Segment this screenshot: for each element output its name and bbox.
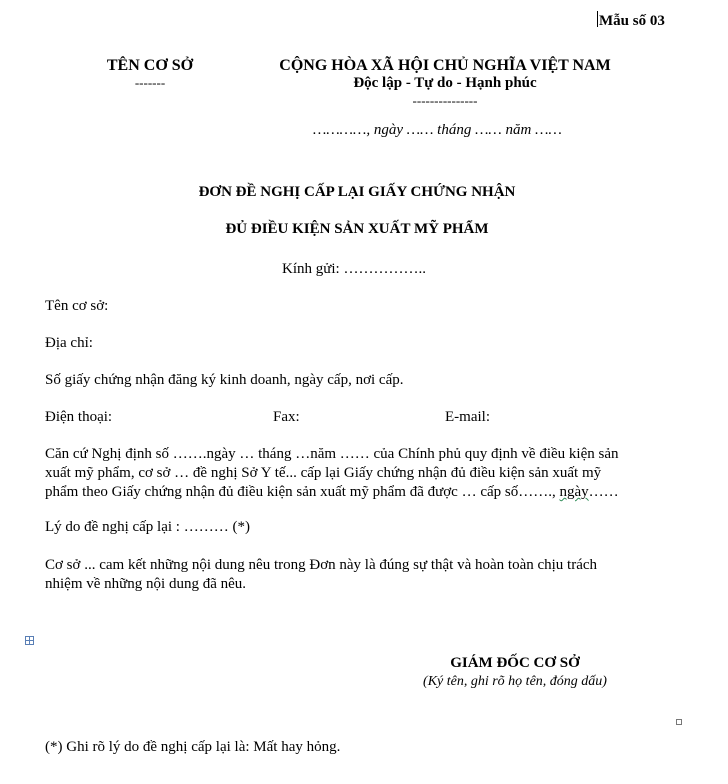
title-line-2: ĐỦ ĐIỀU KIỆN SẢN XUẤT MỸ PHẨM [225,221,489,237]
commit-line-2: nhiệm về những nội dung đã nêu. [45,576,247,592]
motto-underline: --------------- [412,93,478,108]
basis-line-3 [45,483,619,502]
basis-line-2: xuất mỹ phẩm, cơ sở … đề nghị Sở Y tế... cấp lại Giấy chứng nhận đủ điều kiện sản xuất mỹ [45,465,602,481]
spellcheck-word: ngày [559,484,589,500]
field-name: Tên cơ sở: [45,298,109,314]
commit-line-1: Cơ sở ... cam kết những nội dung nêu trong Đơn này là đúng sự thật và hoàn toàn chịu trách [45,557,598,573]
signature-note: (Ký tên, ghi rõ họ tên, đóng dấu) [423,674,607,689]
table-resize-handle-icon[interactable] [676,719,682,725]
basis-line-1: Căn cứ Nghị định số …….ngày … tháng …năm …… của Chính phủ quy định về điều kiện sản [45,446,619,462]
reason: Lý do đề nghị cấp lại : ……… (*) [45,519,250,535]
form-number: Mẫu số 03 [599,13,665,29]
field-phone: Điện thoại: [45,409,113,425]
title-line-1: ĐƠN ĐỀ NGHỊ CẤP LẠI GIẤY CHỨNG NHẬN [198,184,516,200]
field-license: Số giấy chứng nhận đăng ký kinh doanh, ngày cấp, nơi cấp. [45,372,404,388]
org-name: TÊN CƠ SỞ [106,57,194,74]
date-line: …………, ngày …… tháng …… năm …… [313,122,562,138]
motto: Độc lập - Tự do - Hạnh phúc [353,75,537,91]
basis-line-3-end: …… [588,484,619,500]
field-fax: Fax: [273,409,300,425]
basis-line-3-text: phẩm theo Giấy chứng nhận đủ điều kiện sản xuất mỹ phẩm đã được … cấp số……., [45,484,556,500]
field-address: Địa chỉ: [45,335,93,351]
country-name: CỘNG HÒA XÃ HỘI CHỦ NGHĨA VIỆT NAM [279,57,611,74]
org-underline: ------- [134,75,166,90]
footnote: (*) Ghi rõ lý do đề nghị cấp lại là: Mất hay hỏng. [45,739,341,755]
table-move-handle-icon[interactable] [25,636,34,645]
text-cursor [597,11,598,27]
field-email: E-mail: [445,409,490,425]
recipient: Kính gửi: …………….. [282,261,426,277]
signature-title: GIÁM ĐỐC CƠ SỞ [450,655,580,671]
